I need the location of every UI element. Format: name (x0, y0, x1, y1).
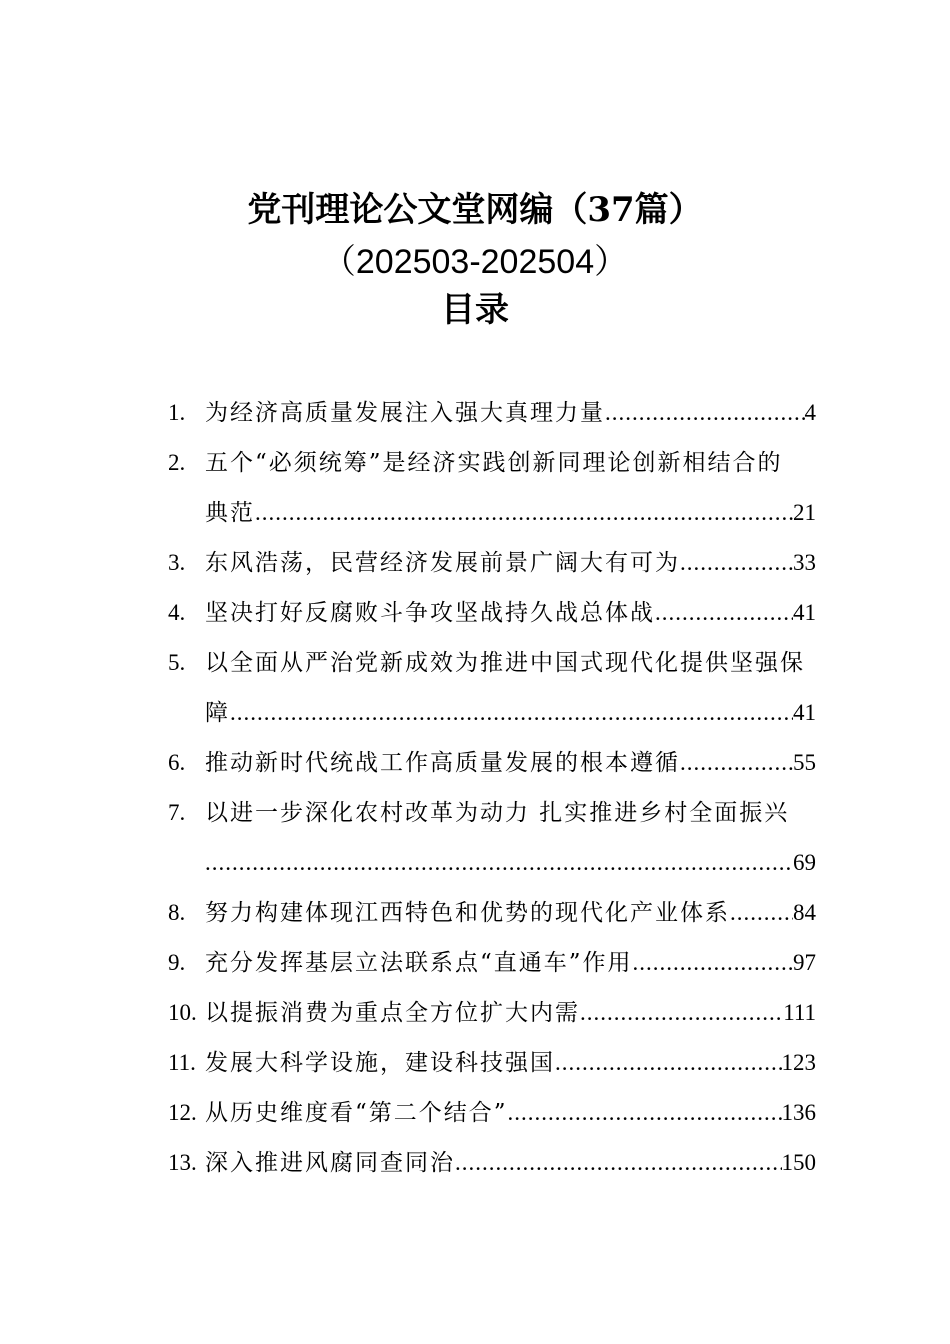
toc-entry-title: 充分发挥基层立法联系点“直通车”作用 (205, 950, 633, 976)
dot-leader (730, 888, 793, 938)
toc-entry[interactable] (168, 1138, 816, 1188)
toc-entry[interactable] (168, 1088, 816, 1138)
toc-entry-line (168, 638, 816, 688)
toc-entry-title: 坚决打好反腐败斗争攻坚战持久战总体战 (205, 600, 655, 626)
toc-entry-line (168, 388, 816, 438)
toc-entry-number: 11. (168, 1050, 196, 1075)
toc-entry-page-number: 150 (781, 1150, 816, 1175)
toc-entry-title: 从历史维度看“第二个结合” (205, 1100, 508, 1126)
toc-entry-number: 4. (168, 600, 186, 625)
toc-entry-title: 深入推进风腐同查同治 (205, 1150, 455, 1176)
dot-leader (555, 1038, 782, 1088)
toc-entry[interactable] (168, 538, 816, 588)
toc-entry-number: 6. (168, 750, 186, 775)
toc-entry-line (168, 488, 816, 538)
toc-entry-page-number: 55 (793, 750, 816, 775)
dot-leader (255, 488, 793, 538)
toc-entry-page-number: 69 (793, 850, 816, 875)
toc-entry-title: 五个“必须统筹”是经济实践创新同理论创新相结合的 (205, 450, 783, 476)
toc-entry-page-number: 136 (781, 1100, 816, 1125)
toc-entry-title: 以进一步深化农村改革为动力 扎实推进乡村全面振兴 (205, 800, 790, 826)
toc-entry[interactable] (168, 638, 816, 738)
toc-entry-line (168, 1038, 816, 1088)
dot-leader (230, 688, 793, 738)
toc-entry-number: 2. (168, 450, 186, 475)
toc-entry-number: 1. (168, 400, 186, 425)
toc-entry-line (168, 1138, 816, 1188)
toc-heading: 目录 (441, 290, 509, 330)
toc-entry-line (168, 738, 816, 788)
toc-entry[interactable] (168, 988, 816, 1038)
dot-leader (455, 1138, 782, 1188)
date-range: （202503-202504） (321, 243, 629, 281)
toc-entry-line (168, 838, 816, 888)
toc-entry-number: 12. (168, 1100, 197, 1125)
toc-entry[interactable] (168, 788, 816, 888)
toc-entry-number: 3. (168, 550, 186, 575)
toc-entry[interactable] (168, 888, 816, 938)
toc-entry-title: 推动新时代统战工作高质量发展的根本遵循 (205, 750, 680, 776)
toc-entry-title: 为经济高质量发展注入强大真理力量 (205, 400, 605, 426)
toc-entry-page-number: 111 (783, 1000, 816, 1025)
toc-entry-line (168, 938, 816, 988)
dot-leader (680, 738, 793, 788)
toc-entry-line (168, 588, 816, 638)
toc-entry-number: 10. (168, 1000, 197, 1025)
toc-entry-number: 7. (168, 800, 186, 825)
toc-entry-title: 以提振消费为重点全方位扩大内需 (205, 1000, 580, 1026)
toc-entry-number: 5. (168, 650, 186, 675)
toc-entry[interactable] (168, 438, 816, 538)
toc-entry-title: 典范 (205, 500, 255, 526)
toc-entry-line (168, 988, 816, 1038)
dot-leader (655, 588, 793, 638)
toc-entry-page-number: 123 (781, 1050, 816, 1075)
document-title: 党刊理论公文堂网编（37篇） (247, 190, 703, 230)
toc-entry-number: 9. (168, 950, 186, 975)
toc-entry-number: 8. (168, 900, 186, 925)
toc-entry-title: 以全面从严治党新成效为推进中国式现代化提供坚强保 (205, 650, 805, 676)
toc-entry[interactable] (168, 938, 816, 988)
toc-entry[interactable] (168, 388, 816, 438)
toc-entry-page-number: 84 (793, 900, 816, 925)
toc-entry-number: 13. (168, 1150, 197, 1175)
toc-entry-title: 努力构建体现江西特色和优势的现代化产业体系 (205, 900, 730, 926)
toc-entry-page-number: 4 (804, 400, 816, 425)
dot-leader (605, 388, 805, 438)
dot-leader (633, 938, 793, 988)
toc-entry-line (168, 888, 816, 938)
toc-entry-page-number: 41 (793, 600, 816, 625)
toc-entry-title: 障 (205, 700, 230, 726)
toc-entry-page-number: 21 (793, 500, 816, 525)
toc-entry-line (168, 788, 816, 838)
toc-entry-line (168, 688, 816, 738)
dot-leader (580, 988, 783, 1038)
dot-leader (205, 838, 793, 888)
toc-entry-line (168, 438, 816, 488)
toc-entry-title: 东风浩荡，民营经济发展前景广阔大有可为 (205, 550, 680, 576)
toc-entry[interactable] (168, 588, 816, 638)
dot-leader (508, 1088, 782, 1138)
toc-entry[interactable] (168, 738, 816, 788)
toc-entry-page-number: 97 (793, 950, 816, 975)
table-of-contents (168, 388, 816, 1188)
toc-entry-line (168, 538, 816, 588)
dot-leader (680, 538, 793, 588)
toc-entry-page-number: 33 (793, 550, 816, 575)
toc-entry-title: 发展大科学设施，建设科技强国 (205, 1050, 555, 1076)
toc-entry[interactable] (168, 1038, 816, 1088)
toc-entry-page-number: 41 (793, 700, 816, 725)
toc-entry-line (168, 1088, 816, 1138)
